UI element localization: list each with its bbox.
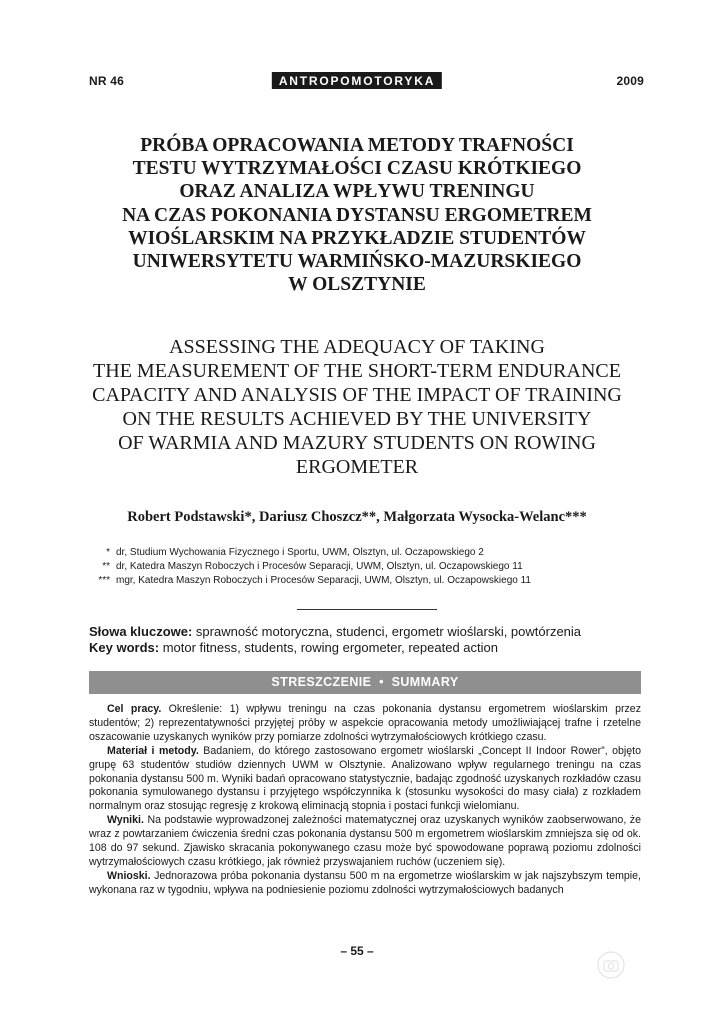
abstract-label: Wyniki. xyxy=(107,814,144,827)
affiliation-mark: ** xyxy=(102,561,110,572)
keywords-en-label: Key words: xyxy=(89,639,160,655)
title-pl-line: NA CZAS POKONANIA DYSTANSU ERGOMETREM xyxy=(122,204,592,226)
abstract-label: Cel pracy. xyxy=(107,703,162,715)
separator-rule xyxy=(297,609,437,610)
keywords-english xyxy=(89,640,669,656)
affiliation-text: dr, Katedra Maszyn Roboczych i Procesów Separacji, UWM, Olsztyn, ul. Oczapowskiego 11 xyxy=(116,561,523,572)
keywords-en-text: motor fitness, students, rowing ergometer, repeated action xyxy=(159,639,498,655)
keywords-polish xyxy=(89,624,669,640)
title-en-line: OF WARMIA AND MAZURY STUDENTS ON ROWING xyxy=(118,432,596,454)
abstract-paragraph xyxy=(89,745,641,815)
abstract-paragraph xyxy=(89,870,641,898)
title-en-line: ERGOMETER xyxy=(295,456,419,478)
abstract-paragraph xyxy=(89,814,641,870)
affiliation-mark: * xyxy=(106,547,110,558)
title-pl-line: W OLSZTYNIE xyxy=(288,274,426,296)
title-en-line: THE MEASUREMENT OF THE SHORT-TERM ENDURANCE xyxy=(93,360,621,382)
title-pl-line: WIOŚLARSKIM NA PRZYKŁADZIE STUDENTÓW xyxy=(128,227,586,249)
authors: Robert Podstawski*, Dariusz Choszcz**, Małgorzata Wysocka-Welanc*** xyxy=(127,509,587,525)
title-pl-line: ORAZ ANALIZA WPŁYWU TRENINGU xyxy=(179,181,535,203)
header-issue: NR 46 xyxy=(89,74,125,88)
abstract-label: Wnioski. xyxy=(107,869,151,882)
abstract-text: Badaniem, do którego zastosowano ergometr wioślarski „Concept II Indoor Rower”, objęto grupę 63 studentów studiów dziennych UWM w Olsztynie. Analizowano wpływ regularnego treningu na czas pokonania dystansu 500 m. Wyniki badań opracowano statystycznie, badając zgodność uzyskanych rozkładów czasu pokonania symulowanego dystansu i przyjętego współczynnika k (stosunku wysokości do masy ciała) z rozkładem normalnym oraz stosując regresję z krokową eliminacją stopnia i postaci funkcji wielomianu. xyxy=(89,744,642,813)
title-pl-line: PRÓBA OPRACOWANIA METODY TRAFNOŚCI xyxy=(140,135,574,156)
summary-heading-bar: STRESZCZENIE • SUMMARY xyxy=(89,671,641,694)
title-en-line: ASSESSING THE ADEQUACY OF TAKING xyxy=(169,336,545,358)
affiliations xyxy=(74,546,654,588)
header-year: 2009 xyxy=(616,74,644,88)
keywords-pl-label: Słowa kluczowe: xyxy=(89,624,193,639)
affiliation xyxy=(74,560,654,574)
affiliation-text: dr, Studium Wychowania Fizycznego i Sportu, UWM, Olsztyn, ul. Oczapowskiego 2 xyxy=(116,547,484,558)
abstract-text: Na podstawie wyprowadzonej zależności matematycznej oraz uzyskanych wyników zaobserwowano, że wraz z powtarzaniem ćwiczenia średni czas pokonania dystansu 500 m ergometrem wioślarskim zmniejsza się od ok. 108 do 97 sekund. Zjawisko skracania pokonywanego czasu może być spowodowane poprawą poziomu zdolności wytrzymałościowych czasu krótkiego, jak również przyswajaniem ruchów (uczeniem się). xyxy=(89,814,641,868)
affiliation-mark: *** xyxy=(98,575,110,586)
affiliation xyxy=(74,574,654,588)
abstract-paragraph xyxy=(89,703,641,745)
title-pl-line: TESTU WYTRZYMAŁOŚCI CZASU KRÓTKIEGO xyxy=(132,158,582,180)
keywords-pl-text: sprawność motoryczna, studenci, ergometr wioślarski, powtórzenia xyxy=(192,624,582,639)
title-en-line: CAPACITY AND ANALYSIS OF THE IMPACT OF TRAINING xyxy=(92,384,622,406)
keywords xyxy=(89,624,669,655)
affiliation-text: mgr, Katedra Maszyn Roboczych i Procesów Separacji, UWM, Olsztyn, ul. Oczapowskiego 11 xyxy=(116,575,531,586)
title-pl-line: UNIWERSYTETU WARMIŃSKO-MAZURSKIEGO xyxy=(132,251,582,273)
title-en-line: ON THE RESULTS ACHIEVED BY THE UNIVERSITY xyxy=(122,408,592,430)
abstract-text: Określenie: 1) wpływu treningu na czas pokonania dystansu ergometrem wioślarskim przez studentów; 2) reprezentatywności przyjętej próby w aspekcie opracowania metody umożliwiającej trafne i rzetelne oszacowanie uzyskanych wyników przy pomiarze zdolności wytrzymałościowych krótkiego czasu. xyxy=(89,703,641,743)
abstract-text: Jednorazowa próba pokonania dystansu 500 m na ergometrze wioślarskim w jak najszybszym tempie, wykonana raz w tygodniu, wpływa na podniesienie poziomu zdolności wytrzymałościowych badanych xyxy=(89,869,641,896)
title-english xyxy=(60,335,654,479)
camera-watermark-icon xyxy=(596,950,626,980)
title-polish xyxy=(60,134,654,296)
abstract xyxy=(89,703,641,898)
header-journal-badge: ANTROPOMOTORYKA xyxy=(272,72,442,89)
abstract-label: Materiał i metody. xyxy=(107,744,199,757)
page-number: – 55 – xyxy=(340,944,374,958)
affiliation xyxy=(74,546,654,560)
